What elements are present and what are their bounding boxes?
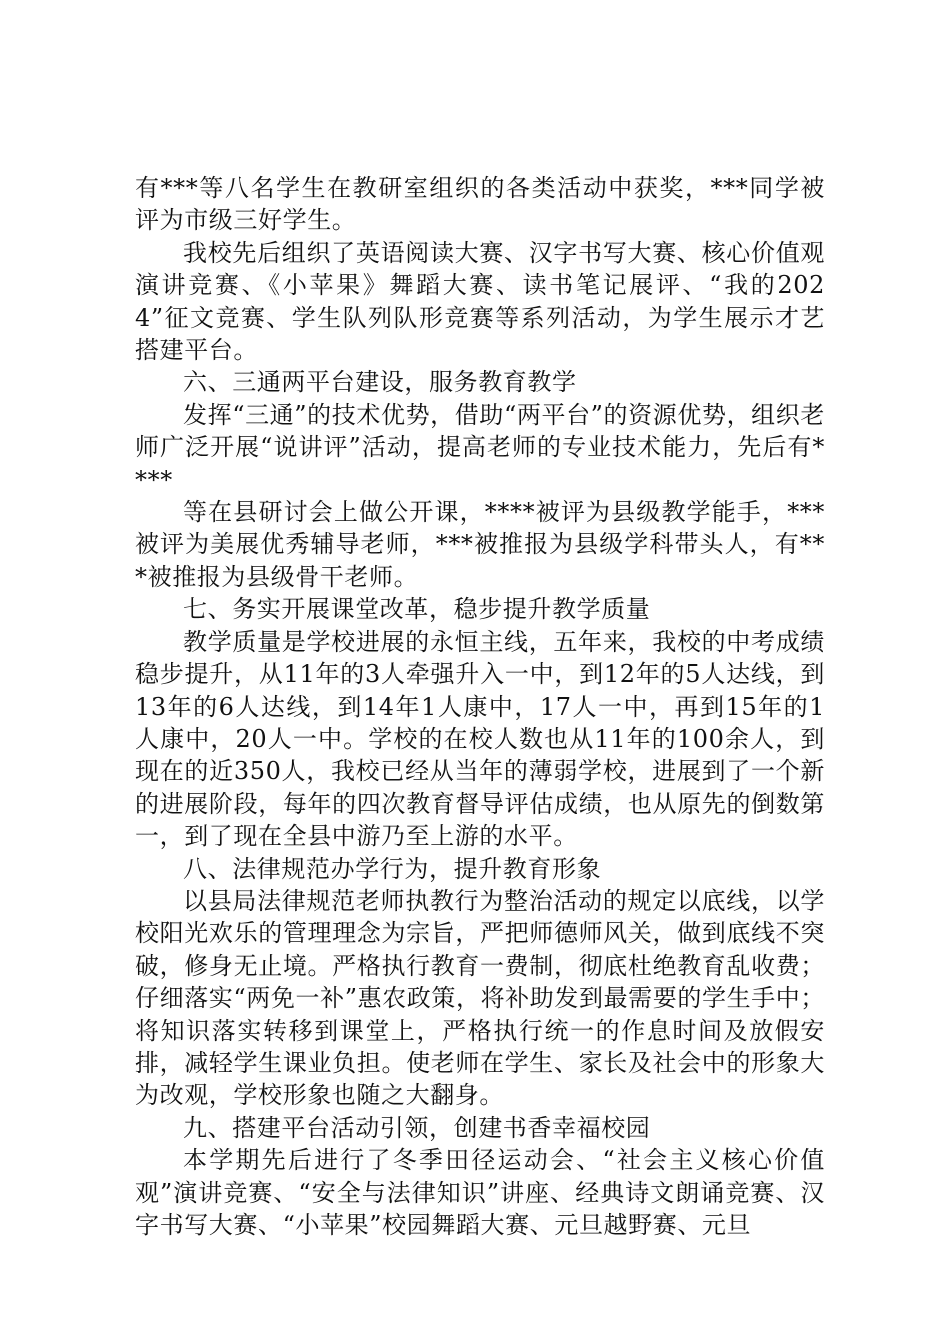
section-heading: 六、三通两平台建设，服务教育教学 xyxy=(183,368,577,397)
document-body xyxy=(135,172,825,1241)
paragraph: 本学期先后进行了冬季田径运动会、“社会主义核心价值观”演讲竞赛、“安全与法律知识”讲座、经典诗文朗诵竞赛、汉字书写大赛、“小苹果”校园舞蹈大赛、元旦越野赛、元旦 xyxy=(135,1146,825,1239)
paragraph: 等在县研讨会上做公开课，****被评为县级教学能手，***被评为美展优秀辅导老师，***被推报为县级学科带头人，有***被推报为县级骨干老师。 xyxy=(135,498,825,591)
paragraph: 我校先后组织了英语阅读大赛、汉字书写大赛、核心价值观演讲竞赛、《小苹果》舞蹈大赛、读书笔记展评、“我的2024”征文竞赛、学生队列队形竞赛等系列活动，为学生展示才艺搭建平台。 xyxy=(135,238,825,365)
paragraph: 有***等八名学生在教研室组织的各类活动中获奖，***同学被评为市级三好学生。 xyxy=(135,174,825,235)
section-heading: 九、搭建平台活动引领，创建书香幸福校园 xyxy=(183,1113,651,1142)
section-heading: 七、务实开展课堂改革，稳步提升教学质量 xyxy=(183,595,651,624)
paragraph: 教学质量是学校进展的永恒主线，五年来，我校的中考成绩稳步提升，从11年的3人牵强升入一中，到12年的5人达线，到13年的6人达线，到14年1人康中，17人一中，再到15年的1人康中，20人一中。学校的在校人数也从11年的100余人，到现在的近350人，我校已经从当年的薄弱学校，进展到了一个新的进展阶段，每年的四次教育督导评估成绩，也从原先的倒数第一，到了现在全县中游乃至上游的水平。 xyxy=(135,627,825,851)
section-heading: 八、法律规范办学行为，提升教育形象 xyxy=(183,854,602,883)
paragraph: 以县局法律规范老师执教行为整治活动的规定以底线，以学校阳光欢乐的管理理念为宗旨，严把师德师风关，做到底线不突破，修身无止境。严格执行教育一费制，彻底杜绝教育乱收费；仔细落实“两免一补”惠农政策，将补助发到最需要的学生手中；将知识落实转移到课堂上，严格执行统一的作息时间及放假安排，减轻学生课业负担。使老师在学生、家长及社会中的形象大为改观，学校形象也随之大翻身。 xyxy=(135,886,825,1110)
paragraph: 发挥“三通”的技术优势，借助“两平台”的资源优势，组织老师广泛开展“说讲评”活动，提高老师的专业技术能力，先后有**** xyxy=(135,400,825,494)
